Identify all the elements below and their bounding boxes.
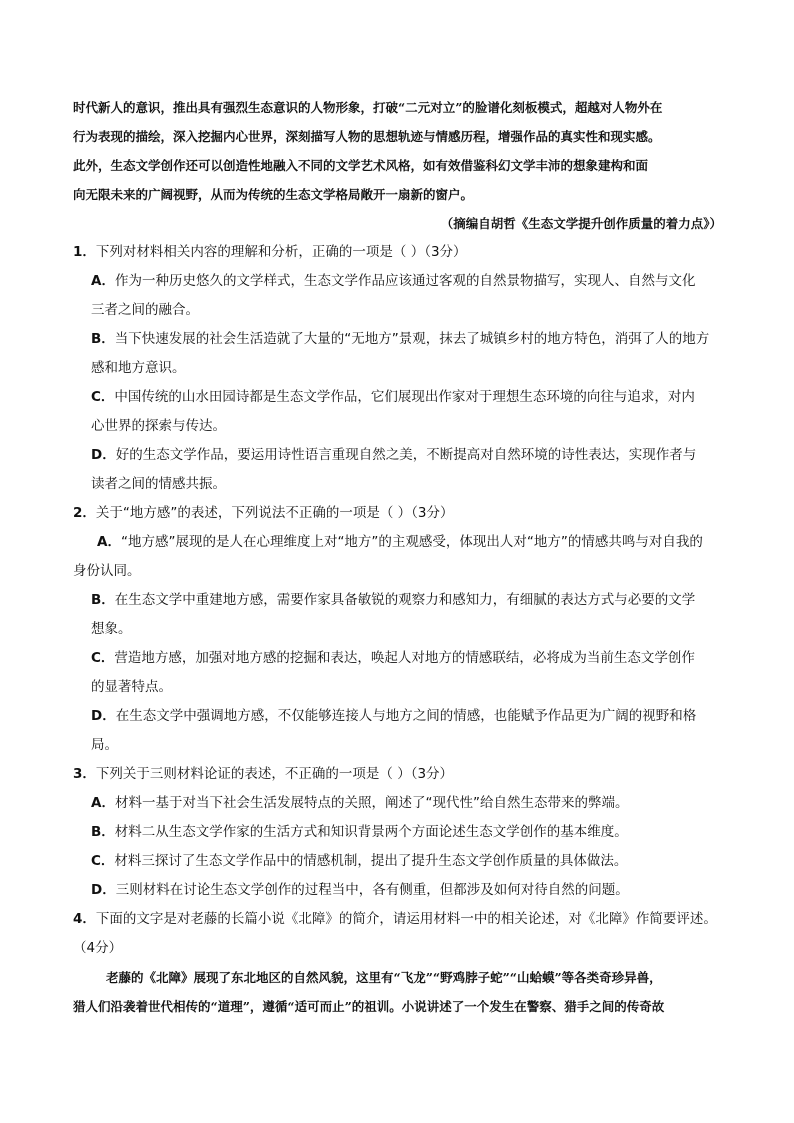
option-a-cont: 身份认同。 (73, 563, 141, 579)
option-label: A． (97, 534, 121, 550)
passage-line: 此外，生态文学创作还可以创造性地融入不同的文学艺术风格，如有效借鉴科幻文学丰沛的想象建构和面 (73, 158, 649, 173)
option-label: A． (91, 273, 115, 289)
question-number: 2． (73, 505, 96, 521)
option-label: C． (91, 389, 115, 405)
option-a-cont: 三者之间的融合。 (91, 302, 199, 318)
option-label: D． (91, 882, 116, 898)
question-stem (73, 760, 453, 789)
option-text: 当下快速发展的社会生活造就了大量的“无地方”景观，抹去了城镇乡村的地方特色，消弭了人的地方 (114, 331, 710, 347)
option-b-cont: 感和地方意识。 (91, 360, 186, 376)
question-text: 下列对材料相关内容的理解和分析，正确的一项是（ ）（3分） (95, 244, 467, 260)
option-label: A． (91, 795, 115, 811)
option-text: 作为一种历史悠久的文学样式，生态文学作品应该通过客观的自然景物描写，实现人、自然与文化 (114, 273, 696, 289)
question-text: 下列关于三则材料论证的表述，不正确的一项是（ ）（3分） (95, 766, 454, 782)
option-text: “地方感”展现的是人在心理维度上对“地方”的主观感受，体现出人对“地方”的情感共鸣与对自我的 (120, 534, 703, 550)
option-a (91, 789, 628, 818)
option-text: 材料一基于对当下社会生活发展特点的关照，阐述了“现代性”给自然生态带来的弊端。 (114, 795, 629, 811)
option-c-cont: 心世界的探索与传达。 (91, 418, 226, 434)
option-b (91, 325, 709, 354)
question-stem (73, 499, 454, 528)
passage-line: 向无限未来的广阔视野，从而为传统的生态文学格局敞开一扇新的窗户。 (73, 187, 474, 202)
option-text: 材料二从生态文学作家的生活方式和知识背景两个方面论述生态文学创作的基本维度。 (114, 824, 628, 840)
option-d (91, 702, 696, 731)
question-number: 1． (73, 244, 96, 260)
question-text: 关于“地方感”的表述，下列说法不正确的一项是（ ）（3分） (95, 505, 454, 521)
option-c (91, 847, 627, 876)
option-c (91, 644, 695, 673)
question-text: 下面的文字是对老藤的长篇小说《北障》的简介，请运用材料一中的相关论述，对《北障》作简要评述。 (95, 911, 717, 927)
option-label: C． (91, 650, 115, 666)
excerpt-line: 猎人们沿袭着世代相传的“道理”，遵循“适可而止”的祖训。小说讲述了一个发生在警察、猎手之间的传奇故 (73, 999, 665, 1014)
option-text: 在生态文学中强调地方感，不仅能够连接人与地方之间的情感，也能赋予作品更为广阔的视野和格 (115, 708, 697, 724)
question-number: 3． (73, 766, 96, 782)
option-text: 三则材料在讨论生态文学创作的过程当中，各有侧重，但都涉及如何对待自然的问题。 (115, 882, 629, 898)
option-d (91, 876, 629, 905)
option-b-cont: 想象。 (91, 621, 132, 637)
option-label: C． (91, 853, 115, 869)
option-a (91, 267, 695, 296)
option-label: D． (91, 708, 116, 724)
question-number: 4． (73, 911, 96, 927)
option-b (91, 818, 628, 847)
option-text: 中国传统的山水田园诗都是生态文学作品，它们展现出作家对于理想生态环境的向往与追求，对内 (114, 389, 695, 405)
option-d-cont: 读者之间的情感共振。 (91, 476, 226, 492)
option-label: D． (91, 447, 116, 463)
option-d-cont: 局。 (91, 737, 118, 753)
option-a (97, 528, 703, 557)
excerpt-line: 老藤的《北障》展现了东北地区的自然风貌，这里有“飞龙”“野鸡脖子蛇”“山蛤蟆”等各类奇珍异兽， (106, 970, 662, 985)
question-stem (73, 238, 467, 267)
question-stem (73, 905, 717, 934)
option-text: 好的生态文学作品，要运用诗性语言重现自然之美，不断提高对自然环境的诗性表达，实现作者与 (115, 447, 697, 463)
option-label: B． (91, 331, 115, 347)
question-score: （4分） (73, 940, 123, 956)
option-text: 材料三探讨了生态文学作品中的情感机制，提出了提升生态文学创作质量的具体做法。 (114, 853, 628, 869)
option-c-cont: 的显著特点。 (91, 679, 172, 695)
passage-line: 时代新人的意识，推出具有强烈生态意识的人物形象，打破“二元对立”的脸谱化刻板模式，超越对人物外在 (73, 100, 663, 115)
option-text: 在生态文学中重建地方感，需要作家具备敏锐的观察力和感知力，有细腻的表达方式与必要的文学 (114, 592, 696, 608)
option-label: B． (91, 824, 115, 840)
option-text: 营造地方感，加强对地方感的挖掘和表达，唤起人对地方的情感联结，必将成为当前生态文学创作 (114, 650, 695, 666)
option-c (91, 383, 695, 412)
passage-source: （摘编自胡哲《生态文学提升创作质量的着力点》） (440, 216, 722, 231)
option-label: B． (91, 592, 115, 608)
option-b (91, 586, 695, 615)
passage-line: 行为表现的描绘，深入挖掘内心世界，深刻描写人物的思想轨迹与情感历程，增强作品的真实性和现实感。 (73, 129, 661, 144)
option-d (91, 441, 696, 470)
